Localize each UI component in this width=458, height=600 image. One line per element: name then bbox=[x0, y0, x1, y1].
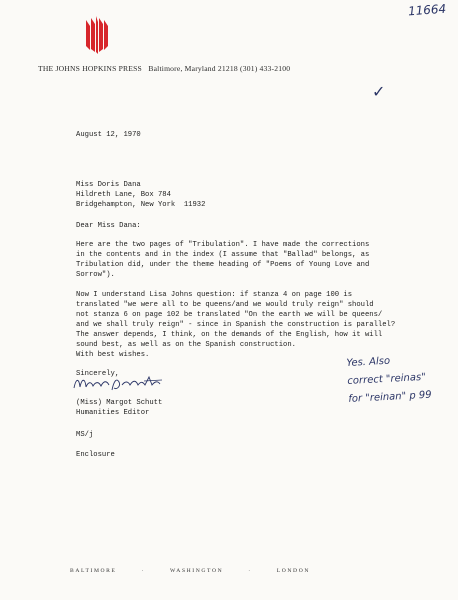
salutation: Dear Miss Dana: bbox=[76, 222, 141, 230]
recipient-name: Miss Doris Dana bbox=[76, 181, 141, 189]
paragraph-line: Sorrow"). bbox=[76, 271, 115, 279]
footer-city: WASHINGTON bbox=[170, 568, 224, 574]
paragraph-line: sound best, as well as on the Spanish construction. bbox=[76, 341, 296, 349]
handwritten-signature bbox=[70, 372, 170, 394]
letterhead bbox=[38, 64, 418, 73]
press-logo bbox=[84, 16, 110, 56]
paragraph-line: not stanza 6 on page 102 be translated "On the earth we will be queens/ bbox=[76, 311, 383, 319]
enclosure-note: Enclosure bbox=[76, 451, 115, 459]
footer-separator: · bbox=[248, 568, 252, 574]
press-address: Baltimore, Maryland 21218 (301) 433-2100 bbox=[148, 64, 291, 73]
paragraph-line: in the contents and in the index (I assume that "Ballad" belongs, as bbox=[76, 251, 370, 259]
closing-wishes: With best wishes. bbox=[76, 351, 150, 359]
footer-city: BALTIMORE bbox=[70, 568, 117, 574]
footer-city: LONDON bbox=[276, 568, 310, 574]
note-line: Yes. Also bbox=[346, 355, 391, 369]
press-name: THE JOHNS HOPKINS PRESS bbox=[38, 64, 142, 73]
note-line: for "reinan" p 99 bbox=[348, 389, 432, 405]
recipient-street: Hildreth Lane, Box 784 bbox=[76, 191, 171, 199]
recipient-city: Bridgehampton, New York 11932 bbox=[76, 201, 206, 209]
typist-initials: MS/j bbox=[76, 431, 94, 439]
handwritten-note bbox=[346, 349, 458, 409]
footer-separator: · bbox=[141, 568, 146, 574]
signer-title: Humanities Editor bbox=[76, 409, 150, 417]
closing: Sincerely, bbox=[76, 370, 120, 378]
paragraph-line: and we shall truly reign" - since in Spanish the construction is parallel? bbox=[76, 321, 396, 329]
paragraph-line: Now I understand Lisa Johns question: if stanza 4 on page 100 is bbox=[76, 291, 353, 299]
checkmark: ✓ bbox=[372, 82, 386, 101]
paragraph-line: translated "we were all to be queens/and we would truly reign" should bbox=[76, 301, 374, 309]
signer-name: (Miss) Margot Schutt bbox=[76, 399, 163, 407]
footer-cities bbox=[70, 568, 310, 574]
letter-date: August 12, 1970 bbox=[76, 131, 141, 139]
paragraph-line: Here are the two pages of "Tribulation". I have made the corrections bbox=[76, 241, 370, 249]
note-line: correct "reinas" bbox=[347, 371, 427, 387]
archive-number: 11664 bbox=[407, 1, 447, 19]
paragraph-line: The answer depends, I think, on the demands of the English, how it will bbox=[76, 331, 383, 339]
paragraph-line: Tribulation did, under the theme heading of "Poems of Young Love and bbox=[76, 261, 370, 269]
